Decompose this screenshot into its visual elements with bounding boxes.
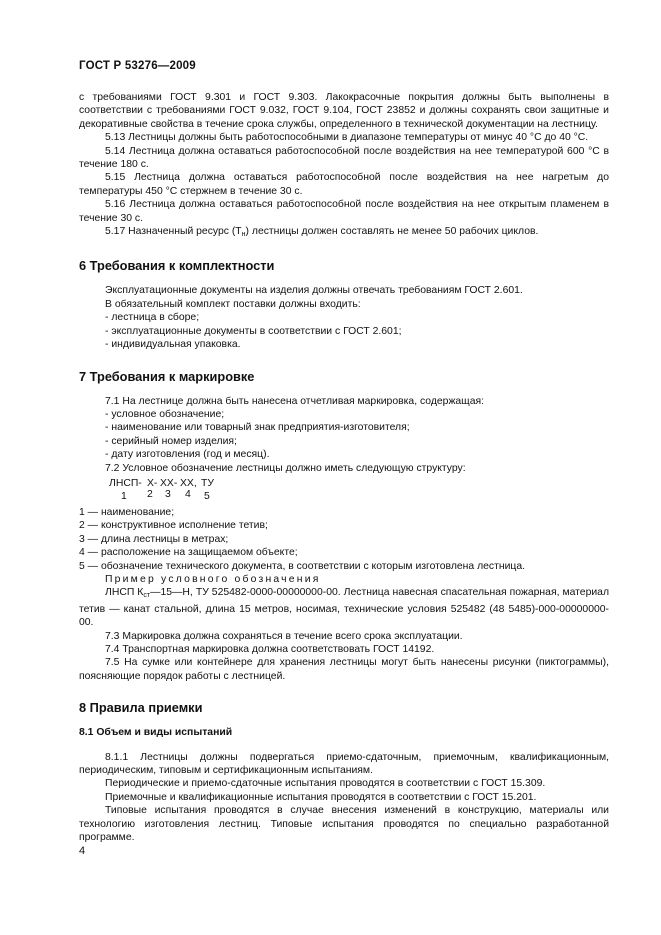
section-6-p2: В обязательный комплект поставки должны входить: <box>105 298 361 310</box>
structure-number: 3 <box>165 488 171 500</box>
list-item: - условное обозначение; <box>105 408 225 420</box>
example-text-b: —15—Н, ТУ 525482-0000-00000000-00. Лестница навесная спасательная пожарная, материал тетив — канат стальной, длина 15 метров, носимая, технические условия 525482 (48 5485)-000-00000000-00. <box>79 587 610 629</box>
document-code-header: ГОСТ Р 53276—2009 <box>79 60 196 72</box>
legend-item: 3 — длина лестницы в метрах; <box>79 533 229 545</box>
list-item: - эксплуатационные документы в соответствии с ГОСТ 2.601; <box>105 325 402 337</box>
structure-number: 5 <box>204 490 210 502</box>
paragraph-5-13: 5.13 Лестницы должны быть работоспособными в диапазоне температуры от минус 40 °С до 40 °С. <box>105 132 589 144</box>
paragraph-continuation: с требованиями ГОСТ 9.301 и ГОСТ 9.303. Лакокрасочные покрытия должны быть выполнены в соответствии с требованиями ГОСТ 9.032, ГОСТ 9.104, ГОСТ 23852 и должны сохранять свои защитные и декоративные свойства в течение срока службы, определенного в технической документации на лестницу. <box>79 92 609 130</box>
paragraph-7-1: 7.1 На лестнице должна быть нанесена отчетливая маркировка, содержащая: <box>105 395 485 407</box>
list-item: - дату изготовления (год и месяц). <box>105 449 270 461</box>
paragraph-7-4: 7.4 Транспортная маркировка должна соответствовать ГОСТ 14192. <box>105 644 435 655</box>
section-6-title: 6 Требования к комплектности <box>79 258 275 274</box>
structure-part: ТУ <box>201 477 214 489</box>
paragraph-5-15: 5.15 Лестница должна оставаться работоспособной после воздействия на нее нагретым до температуры 450 °С стержнем в течение 30 с. <box>79 172 609 197</box>
paragraph-5-16: 5.16 Лестница должна оставаться работоспособной после воздействия на нее открытым пламенем в течение 30 с. <box>79 199 609 224</box>
list-item: - индивидуальная упаковка. <box>105 339 241 351</box>
list-item: - лестница в сборе; <box>105 312 200 324</box>
subsection-8-1-title: 8.1 Объем и виды испытаний <box>79 727 233 739</box>
section-7-title: 7 Требования к маркировке <box>79 368 255 384</box>
paragraph-8-1-1-c: Приемочные и квалификационные испытания проводятся в соответствии с ГОСТ 15.201. <box>105 791 537 803</box>
structure-part: ХХ- <box>160 477 178 489</box>
example-subscript: ст <box>143 592 151 600</box>
structure-number: 2 <box>147 488 153 500</box>
legend-item: 1 — наименование; <box>79 506 175 518</box>
example-text <box>79 586 609 629</box>
paragraph-8-1-1-d: Типовые испытания проводятся в случае внесения изменений в конструкцию, материалы или технологию изготовления лестниц. Типовые испытания проводятся по специально разработанной программе. <box>79 805 609 844</box>
structure-part: ХХ, <box>180 477 197 489</box>
legend-item: 2 — конструктивное исполнение тетив; <box>79 520 268 532</box>
example-title: Пример условного обозначения <box>105 573 321 585</box>
structure-part: Х- <box>147 477 158 489</box>
paragraph-5-14: 5.14 Лестница должна оставаться работоспособной после воздействия на нее температурой 600 °С в течение 180 с. <box>79 145 609 171</box>
paragraph-7-5: 7.5 На сумке или контейнере для хранения лестницы могут быть нанесены рисунки (пиктограммы), поясняющие порядок работы с лестницей. <box>79 657 609 682</box>
paragraph-7-2: 7.2 Условное обозначение лестницы должно иметь следующую структуру: <box>105 462 466 474</box>
legend-item: 5 — обозначение технического документа, в соответствии с которым изготовлена лестница. <box>79 560 526 572</box>
paragraph-7-3: 7.3 Маркировка должна сохраняться в течение всего срока эксплуатации. <box>105 630 463 642</box>
section-8-title: 8 Правила приемки <box>79 700 203 716</box>
structure-number: 1 <box>121 490 127 502</box>
paragraph-8-1-1: 8.1.1 Лестницы должны подвергаться приемо-сдаточным, приемочным, квалификационным, периодическим, типовым и сертификационным испытаниям. <box>79 751 609 777</box>
p517-text-b: ) лестницы должен составлять не менее 50 рабочих циклов. <box>245 226 539 238</box>
designation-structure <box>79 477 609 505</box>
structure-number: 4 <box>185 488 191 500</box>
page-content <box>79 91 609 844</box>
page-number: 4 <box>79 845 86 857</box>
legend-item: 4 — расположение на защищаемом объекте; <box>79 547 298 559</box>
p517-text-a: 5.17 Назначенный ресурс (Т <box>105 226 242 238</box>
paragraph-8-1-1-b: Периодические и приемо-сдаточные испытания проводятся в соответствии с ГОСТ 15.309. <box>105 778 546 790</box>
section-6-p1: Эксплуатационные документы на изделия должны отвечать требованиям ГОСТ 2.601. <box>105 285 523 297</box>
example-text-a: ЛНСП К <box>105 587 144 599</box>
list-item: - серийный номер изделия; <box>105 435 237 447</box>
list-item: - наименование или товарный знак предприятия-изготовителя; <box>105 422 410 434</box>
paragraph-5-17 <box>79 225 609 241</box>
p517-subscript: н <box>241 231 246 239</box>
structure-part: ЛНСП- <box>109 477 142 489</box>
